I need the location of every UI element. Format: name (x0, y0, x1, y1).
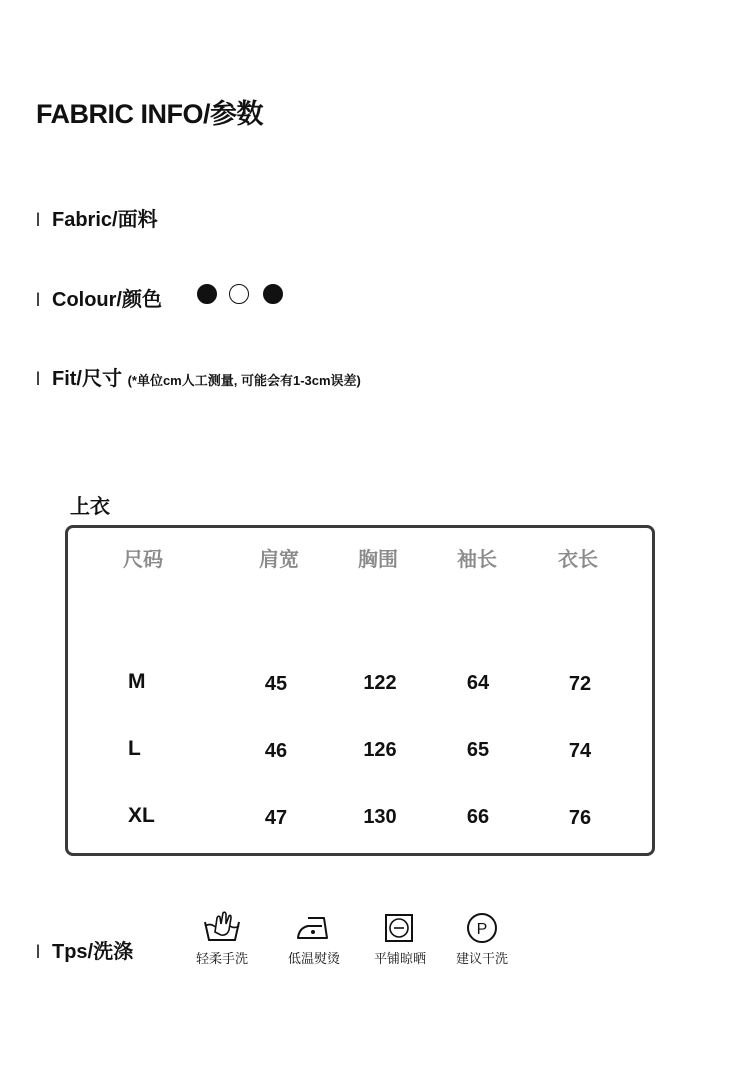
table-cell: 64 (466, 672, 490, 694)
header-shoulder: 肩宽 (259, 549, 299, 571)
care-item-dry-flat (360, 910, 440, 967)
header-sleeve: 袖长 (457, 549, 497, 571)
care-label: 平铺晾晒 (373, 951, 426, 966)
size-l: L (128, 737, 141, 760)
hand-wash-icon (202, 910, 242, 944)
size-m: M (128, 670, 146, 693)
fabric-label: Fabric/面料 (52, 209, 158, 231)
care-item-dry-clean (442, 910, 522, 967)
table-cell: 122 (363, 672, 397, 694)
page-title: FABRIC INFO/参数 (36, 99, 263, 129)
table-cell: 74 (568, 740, 592, 762)
tips-label: Tps/洗涤 (52, 941, 134, 963)
table-cell: 72 (568, 673, 592, 695)
care-label: 轻柔手洗 (195, 951, 248, 966)
size-xl: XL (128, 804, 155, 827)
table-cell: 45 (264, 673, 288, 695)
table-cell: 76 (568, 807, 592, 829)
care-item-hand-wash (182, 910, 262, 967)
table-cell: 126 (363, 739, 397, 761)
header-length: 衣长 (558, 549, 598, 571)
table-title: 上衣 (70, 496, 110, 518)
dry-flat-icon (380, 910, 420, 944)
table-cell: 47 (264, 807, 288, 829)
row-marker: l (36, 210, 40, 230)
row-marker: l (36, 290, 40, 310)
colour-swatch-black-2[interactable] (263, 284, 283, 304)
header-size: 尺码 (123, 549, 163, 571)
header-chest: 胸围 (358, 549, 398, 571)
tips-row (36, 935, 133, 964)
fabric-row (36, 203, 158, 232)
table-cell: 65 (466, 739, 490, 761)
care-label: 低温熨烫 (287, 951, 340, 966)
table-cell: 46 (264, 740, 288, 762)
fit-label: Fit/尺寸 (52, 368, 122, 390)
iron-low-icon (294, 910, 334, 944)
fit-note: (*单位cm人工测量, 可能会有1-3cm误差) (127, 373, 361, 388)
svg-text:P: P (476, 921, 488, 938)
row-marker: l (36, 369, 40, 389)
care-label: 建议干洗 (455, 951, 508, 966)
table-cell: 130 (363, 806, 397, 828)
colour-swatch-black-1[interactable] (197, 284, 217, 304)
row-marker: l (36, 942, 40, 962)
table-cell: 66 (466, 806, 490, 828)
fit-row (36, 362, 361, 391)
colour-row (36, 283, 162, 312)
dry-clean-icon (462, 910, 502, 944)
care-item-iron (274, 910, 354, 967)
colour-swatch-white[interactable] (229, 284, 249, 304)
colour-label: Colour/颜色 (52, 289, 162, 311)
